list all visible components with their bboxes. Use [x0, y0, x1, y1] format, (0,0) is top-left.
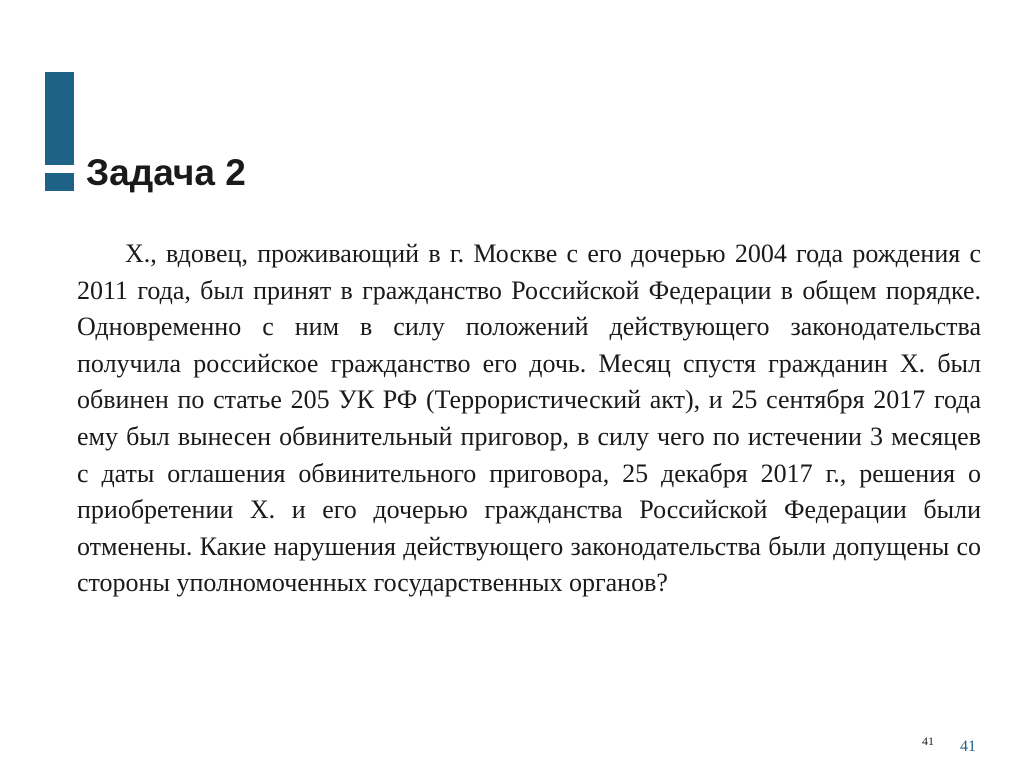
- page-number: 41: [960, 738, 976, 755]
- task-text: Х., вдовец, проживающий в г. Москве с его дочерью 2004 года рождения с 2011 года, был принят в гражданство Российской Федерации в общем порядке. Одновременно с ним в силу положений действующего законодательства получила российское гражданство его дочь. Месяц спустя гражданин Х. был обвинен по статье 205 УК РФ (Террористический акт), и 25 сентября 2017 года ему был вынесен обвинительный приговор, в силу чего по истечении 3 месяцев с даты оглашения обвинительного приговора, 25 декабря 2017 г., решения о приобретении Х. и его дочерью гражданства Российской Федерации были отменены. Какие нарушения действующего законодательства были допущены со стороны уполномоченных государственных органов?: [77, 239, 981, 598]
- exclamation-icon: [45, 72, 74, 165]
- exclamation-dot: [45, 173, 74, 191]
- slide-number-small: 41: [922, 734, 934, 748]
- slide-title: Задача 2: [86, 152, 246, 193]
